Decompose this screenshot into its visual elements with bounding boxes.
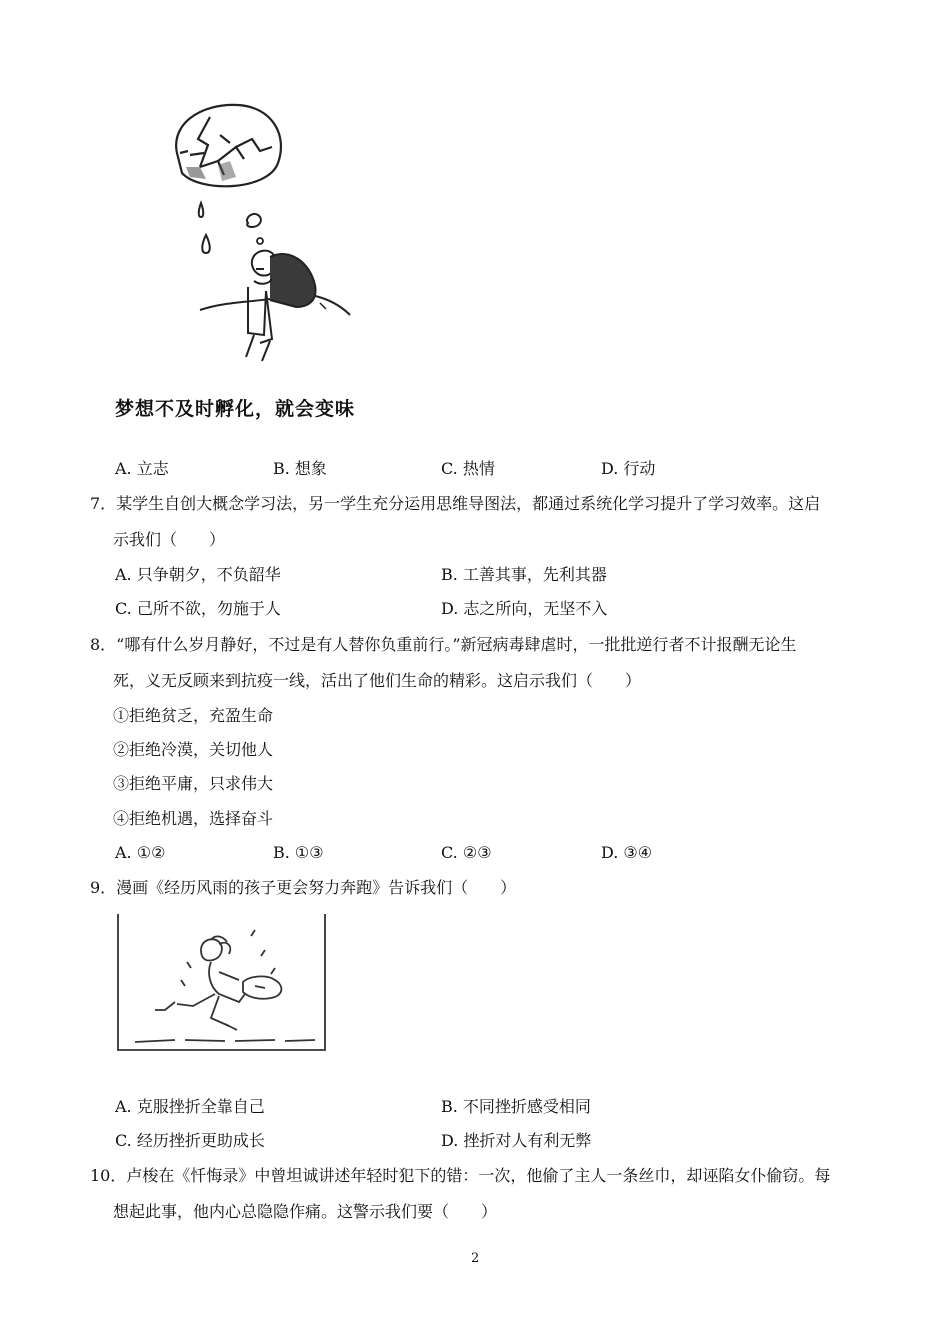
q9-option-a[interactable]: A. 克服挫折全靠自己 xyxy=(115,1097,265,1116)
q8-option-a[interactable]: A. ①② xyxy=(115,843,166,862)
page-number: 2 xyxy=(471,1251,480,1266)
q8-stem-line2: 死，义无反顾来到抗疫一线，活出了他们生命的精彩。这启示我们（ ） xyxy=(113,671,642,690)
q8-option-b[interactable]: B. ①③ xyxy=(273,843,324,862)
q8-statement-1: ①拒绝贫乏，充盈生命 xyxy=(113,706,274,725)
q9-option-d[interactable]: D. 挫折对人有利无弊 xyxy=(441,1131,592,1150)
q7-option-a[interactable]: A. 只争朝夕，不负韶华 xyxy=(115,565,281,584)
q9-option-c[interactable]: C. 经历挫折更助成长 xyxy=(115,1131,265,1150)
q9-option-b[interactable]: B. 不同挫折感受相同 xyxy=(441,1097,591,1116)
cartoon-caption: 梦想不及时孵化，就会变味 xyxy=(115,398,356,420)
q7-stem-line1: 7．某学生自创大概念学习法，另一学生充分运用思维导图法，都通过系统化学习提升了学习效率。这启 xyxy=(90,494,821,513)
q8-option-d[interactable]: D. ③④ xyxy=(601,843,653,862)
q7-stem-line2: 示我们（ ） xyxy=(113,530,226,549)
q8-option-c[interactable]: C. ②③ xyxy=(441,843,492,862)
q7-option-b[interactable]: B. 工善其事，先利其器 xyxy=(441,565,607,584)
q9-stem: 9．漫画《经历风雨的孩子更会努力奔跑》告诉我们（ ） xyxy=(90,878,517,897)
q6-option-c[interactable]: C. 热情 xyxy=(441,459,495,478)
q8-stem-line1: 8．“哪有什么岁月静好，不过是有人替你负重前行。”新冠病毒肆虐时，一批批逆行者不计报酬无论生 xyxy=(90,635,797,654)
q7-option-c[interactable]: C. 己所不欲，勿施于人 xyxy=(115,599,281,618)
q6-option-b[interactable]: B. 想象 xyxy=(273,459,327,478)
q8-statement-4: ④拒绝机遇，选择奋斗 xyxy=(113,809,274,828)
q10-stem-line2: 想起此事，他内心总隐隐作痛。这警示我们要（ ） xyxy=(113,1202,498,1221)
running-child-cartoon xyxy=(115,910,330,1055)
q10-stem-line1: 10．卢梭在《忏悔录》中曾坦诚讲述年轻时犯下的错：一次，他偷了主人一条丝巾，却诬陷女仆偷窃。每 xyxy=(90,1166,831,1185)
q6-option-d[interactable]: D. 行动 xyxy=(601,459,656,478)
q8-statement-3: ③拒绝平庸，只求伟大 xyxy=(113,774,274,793)
dream-egg-cartoon xyxy=(160,95,390,365)
q8-statement-2: ②拒绝冷漠，关切他人 xyxy=(113,740,274,759)
q7-option-d[interactable]: D. 志之所向，无坚不入 xyxy=(441,599,608,618)
q6-option-a[interactable]: A. 立志 xyxy=(115,459,169,478)
